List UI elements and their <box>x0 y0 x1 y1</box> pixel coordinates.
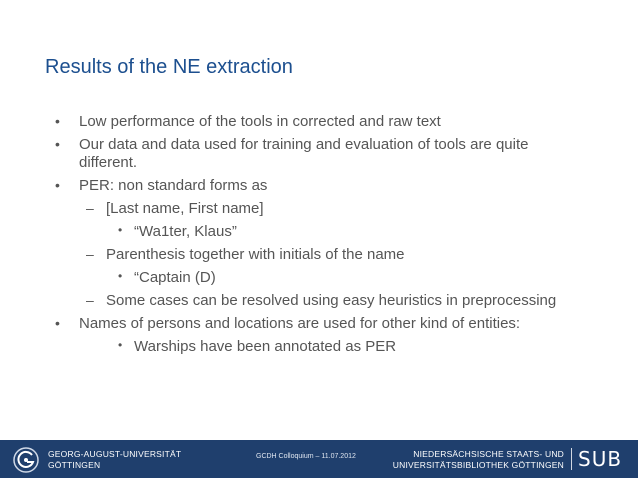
library-name-line2: UNIVERSITÄTSBIBLIOTHEK GÖTTINGEN <box>392 460 564 470</box>
library-name <box>393 449 564 471</box>
sub-sub-bullet-text: “Captain (D) <box>134 269 216 286</box>
library-name-line1: NIEDERSÄCHSISCHE STAATS- UND <box>413 449 564 459</box>
dash-icon: – <box>86 200 94 216</box>
university-name <box>48 449 181 471</box>
university-name-line2: GÖTTINGEN <box>48 460 101 470</box>
bullet-text: Names of persons and locations are used for other kind of entities: <box>79 315 521 332</box>
university-seal-icon <box>12 446 40 474</box>
sub-sub-bullet-text: Warships have been annotated as PER <box>134 338 397 355</box>
footer-bar <box>0 440 638 478</box>
sub-bullet-text: Some cases can be resolved using easy heuristics in preprocessing <box>106 292 557 309</box>
bullet-icon: • <box>118 223 123 237</box>
footer-event-date: GCDH Colloquium – 11.07.2012 <box>256 453 356 460</box>
bullet-icon: • <box>118 269 123 283</box>
sub-bullet-text: [Last name, First name] <box>106 200 264 217</box>
bullet-icon: • <box>118 338 123 352</box>
bullet-text: PER: non standard forms as <box>79 177 268 194</box>
bullet-text: Low performance of the tools in corrected and raw text <box>79 113 441 130</box>
bullet-icon: • <box>55 177 60 193</box>
bullet-icon: • <box>55 113 60 129</box>
dash-icon: – <box>86 292 94 308</box>
slide-title: Results of the NE extraction <box>45 56 293 78</box>
footer-divider <box>571 448 572 470</box>
sub-sub-bullet-text: “Wa1ter, Klaus” <box>134 223 237 240</box>
university-name-line1: GEORG-AUGUST-UNIVERSITÄT <box>48 449 182 459</box>
library-logo: SUB <box>578 447 623 471</box>
bullet-icon: • <box>55 136 60 152</box>
dash-icon: – <box>86 246 94 262</box>
sub-bullet-text: Parenthesis together with initials of the name <box>106 246 405 263</box>
bullet-text-continuation: different. <box>79 154 138 171</box>
bullet-text: Our data and data used for training and evaluation of tools are quite <box>79 136 529 153</box>
bullet-icon: • <box>55 315 60 331</box>
